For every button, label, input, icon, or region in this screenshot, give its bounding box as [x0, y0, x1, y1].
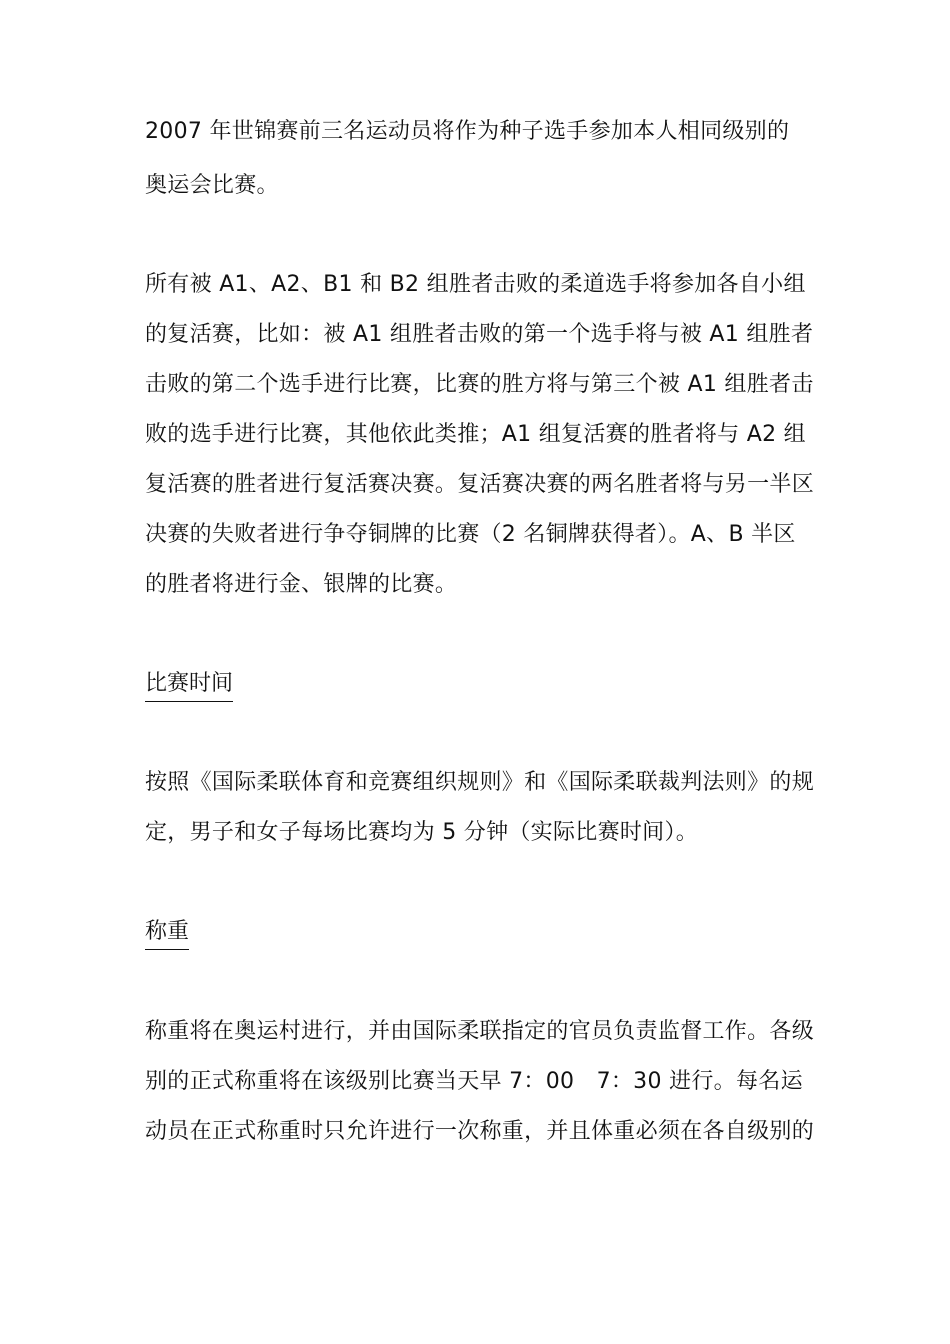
paragraph-2-line-6: 决赛的失败者进行争夺铜牌的比赛（2 名铜牌获得者）。A、B 半区: [145, 522, 796, 547]
paragraph-2-line-7: 的胜者将进行金、银牌的比赛。: [145, 572, 458, 597]
match-time-line-2: 定，男子和女子每场比赛均为 5 分钟（实际比赛时间）。: [145, 820, 699, 845]
paragraph-2-line-1: 所有被 A1、A2、B1 和 B2 组胜者击败的柔道选手将参加各自小组: [145, 272, 806, 297]
weigh-in-line-1: 称重将在奥运村进行，并由国际柔联指定的官员负责监督工作。各级: [145, 1019, 815, 1044]
paragraph-2-line-4: 败的选手进行比赛，其他依此类推；A1 组复活赛的胜者将与 A2 组: [145, 422, 806, 447]
paragraph-2-line-5: 复活赛的胜者进行复活赛决赛。复活赛决赛的两名胜者将与另一半区: [145, 472, 815, 497]
weigh-in-heading: 称重: [145, 917, 189, 950]
paragraph-1-line-2: 奥运会比赛。: [145, 173, 279, 198]
match-time-line-1: 按照《国际柔联体育和竞赛组织规则》和《国际柔联裁判法则》的规: [145, 770, 815, 795]
paragraph-2-line-2: 的复活赛，比如：被 A1 组胜者击败的第一个选手将与被 A1 组胜者: [145, 322, 814, 347]
paragraph-1-line-1: 2007 年世锦赛前三名运动员将作为种子选手参加本人相同级别的: [145, 119, 790, 144]
match-time-heading: 比赛时间: [145, 669, 233, 702]
paragraph-2-line-3: 击败的第二个选手进行比赛，比赛的胜方将与第三个被 A1 组胜者击: [145, 372, 814, 397]
weigh-in-line-3: 动员在正式称重时只允许进行一次称重，并且体重必须在各自级别的: [145, 1119, 815, 1144]
weigh-in-line-2: 别的正式称重将在该级别比赛当天早 7：00 7：30 进行。每名运: [145, 1069, 803, 1094]
